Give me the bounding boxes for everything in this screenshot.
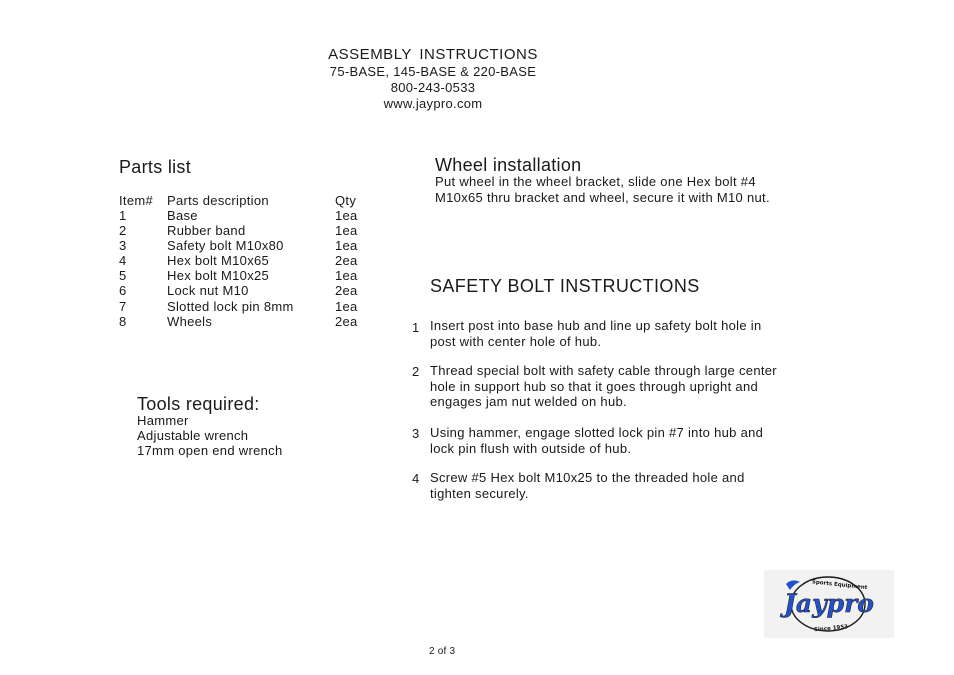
step-text-line: post with center hole of hub. [430,333,602,349]
step-text [430,425,816,456]
phone-number: 800-243-0533 [390,80,476,95]
logo-since: Since 1953 [813,624,849,634]
safety-bolt-title: SAFETY BOLT INSTRUCTIONS [430,276,700,296]
part-qty: 1ea [335,238,358,253]
step-text-line: lock pin flush with outside of hub. [430,440,632,456]
parts-row [119,283,379,298]
part-description: Hex bolt M10x25 [167,268,270,283]
step-number: 2 [412,364,420,379]
tool-item: 17mm open end wrench [137,443,283,458]
header-description: Parts description [167,193,269,208]
step-text-line: hole in support hub so that it goes through upright and [430,378,758,394]
parts-row [119,208,379,223]
wheel-installation-text [435,174,815,205]
part-item-number: 3 [119,238,127,253]
parts-table-header [119,193,379,208]
header-item: Item# [119,193,154,208]
model-list: 75-BASE, 145-BASE & 220-BASE [329,64,537,79]
parts-list-title: Parts list [119,157,192,177]
website-url: www.jaypro.com [383,96,483,111]
part-description: Base [167,208,198,223]
wheel-text-line: Put wheel in the wheel bracket, slide one Hex bolt #4 [435,174,756,189]
parts-row [119,314,379,329]
logo-brand: Jaypro [784,589,874,618]
logo-graphic [764,570,894,638]
step-text-line: Using hammer, engage slotted lock pin #7 into hub and [430,425,764,440]
parts-row [119,268,379,283]
step-text [430,363,816,410]
part-description: Lock nut M10 [167,283,249,298]
part-item-number: 6 [119,283,127,298]
step-number: 1 [412,320,420,335]
parts-row [119,238,379,253]
part-description: Wheels [167,314,213,329]
document-header [300,46,566,112]
part-description: Safety bolt M10x80 [167,238,284,253]
step-text-line: Screw #5 Hex bolt M10x25 to the threaded hole and [430,470,745,485]
part-item-number: 8 [119,314,127,329]
part-description: Hex bolt M10x65 [167,253,270,268]
step-number: 4 [412,471,420,486]
step-text [430,318,816,349]
part-description: Slotted lock pin 8mm [167,299,294,314]
part-item-number: 1 [119,208,127,223]
step-text-line: tighten securely. [430,485,529,501]
step-text-line: Thread special bolt with safety cable through large center [430,363,777,378]
step-text [430,470,816,501]
part-qty: 2ea [335,253,358,268]
part-qty: 1ea [335,208,358,223]
parts-row [119,299,379,314]
part-qty: 2ea [335,283,358,298]
document-title: ASSEMBLY INSTRUCTIONS [328,46,538,63]
part-item-number: 2 [119,223,127,238]
step-text-line: engages jam nut welded on hub. [430,394,627,409]
part-qty: 1ea [335,268,358,283]
logo-tagline: Sports Equipment [811,579,868,592]
part-qty: 1ea [335,223,358,238]
part-qty: 2ea [335,314,358,329]
step-text-line: Insert post into base hub and line up safety bolt hole in [430,318,762,333]
tool-item: Adjustable wrench [137,428,249,443]
part-item-number: 7 [119,299,127,314]
jaypro-logo [764,570,894,638]
part-item-number: 5 [119,268,127,283]
parts-row [119,253,379,268]
part-item-number: 4 [119,253,127,268]
header-qty: Qty [335,193,357,208]
wheel-text-line: M10x65 thru bracket and wheel, secure it with M10 nut. [435,189,770,205]
tool-item: Hammer [137,413,189,428]
parts-row [119,223,379,238]
tools-title: Tools required: [137,394,260,414]
tools-list [137,413,282,458]
part-description: Rubber band [167,223,246,238]
step-number: 3 [412,426,420,441]
wheel-installation-title: Wheel installation [435,155,582,175]
part-qty: 1ea [335,299,358,314]
page-number: 2 of 3 [429,646,456,657]
